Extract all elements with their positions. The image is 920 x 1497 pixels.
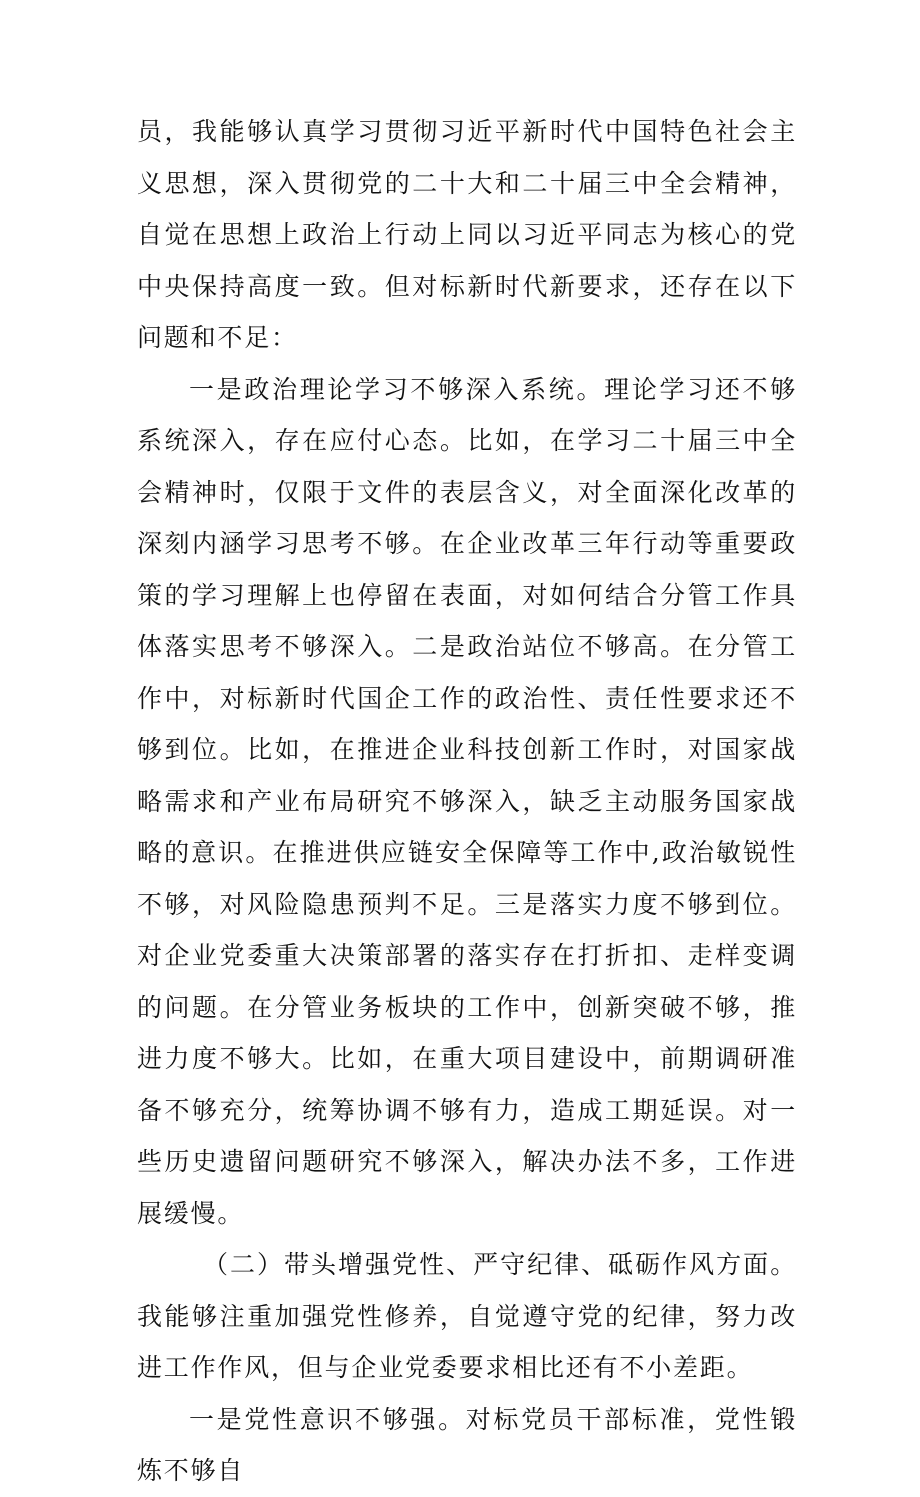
paragraph-section-two-heading: （二）带头增强党性、严守纪律、砥砺作风方面。我能够注重加强党性修养，自觉遵守党的纪律，努力改进工作作风，但与企业党委要求相比还有不小差距。 <box>137 1250 797 1382</box>
paragraph-continuation: 员，我能够认真学习贯彻习近平新时代中国特色社会主义思想，深入贯彻党的二十大和二十届三中全会精神，自觉在思想上政治上行动上同以习近平同志为核心的党中央保持高度一致。但对标新时代新要求，还存在以下问题和不足： <box>137 117 797 352</box>
document-body <box>137 106 797 1497</box>
paragraph-political-theory: 一是政治理论学习不够深入系统。理论学习还不够系统深入，存在应付心态。比如，在学习二十届三中全会精神时，仅限于文件的表层含义，对全面深化改革的深刻内涵学习思考不够。在企业改革三年行动等重要政策的学习理解上也停留在表面，对如何结合分管工作具体落实思考不够深入。二是政治站位不够高。在分管工作中，对标新时代国企工作的政治性、责任性要求还不够到位。比如，在推进企业科技创新工作时，对国家战略需求和产业布局研究不够深入，缺乏主动服务国家战略的意识。在推进供应链安全保障等工作中,政治敏锐性不够，对风险隐患预判不足。三是落实力度不够到位。对企业党委重大决策部署的落实存在打折扣、走样变调的问题。在分管业务板块的工作中，创新突破不够，推进力度不够大。比如，在重大项目建设中，前期调研准备不够充分，统筹协调不够有力，造成工期延误。对一些历史遗留问题研究不够深入，解决办法不多，工作进展缓慢。 <box>137 374 797 1228</box>
paragraph-party-spirit: 一是党性意识不够强。对标党员干部标准，党性锻炼不够自 <box>137 1404 797 1485</box>
